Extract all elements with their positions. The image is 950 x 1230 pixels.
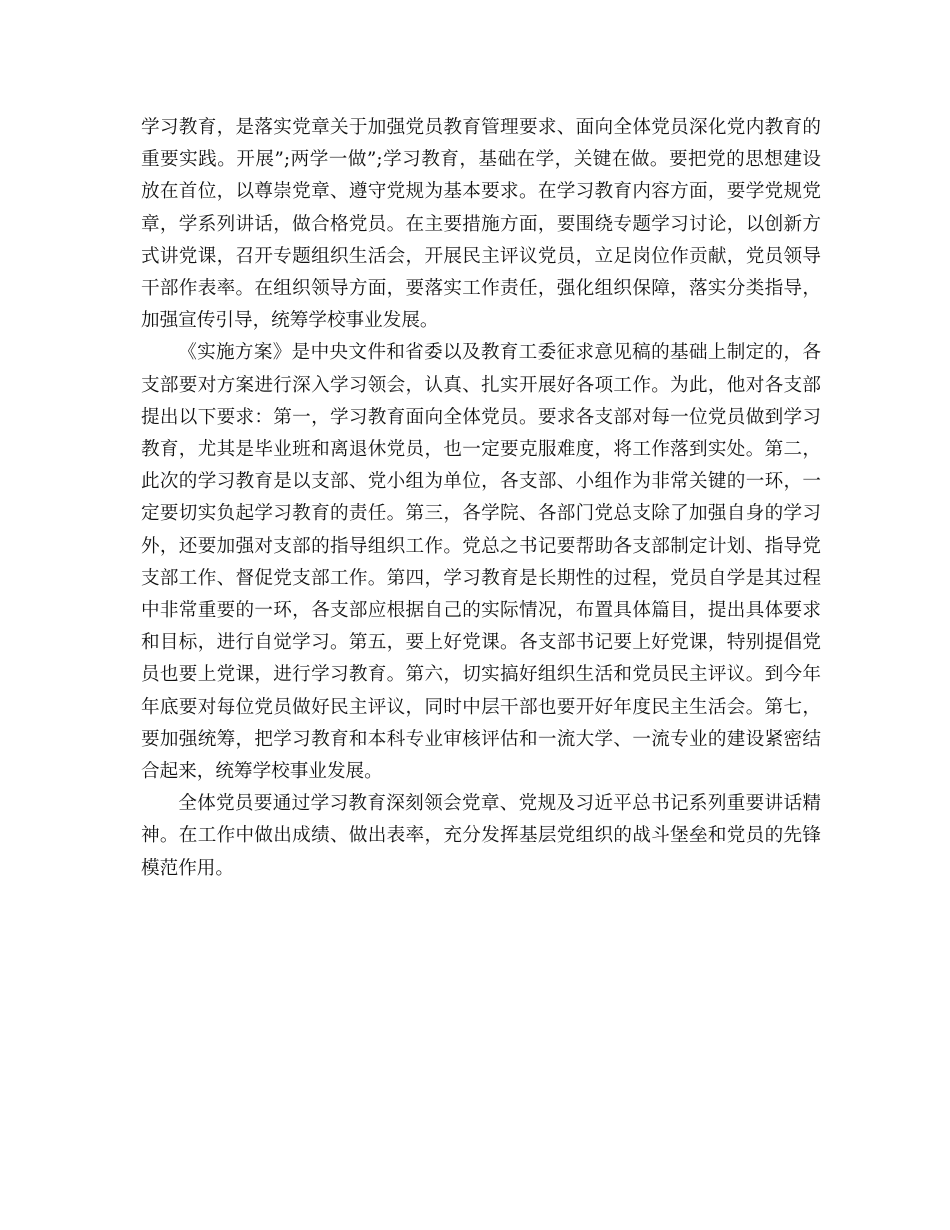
document-body [141, 112, 821, 885]
paragraph-1: 学习教育，是落实党章关于加强党员教育管理要求、面向全体党员深化党内教育的重要实践。开展”;两学一做”;学习教育，基础在学，关键在做。要把党的思想建设放在首位，以尊崇党章、遵守党规为基本要求。在学习教育内容方面，要学党规党章，学系列讲话，做合格党员。在主要措施方面，要围绕专题学习讨论，以创新方式讲党课，召开专题组织生活会，开展民主评议党员，立足岗位作贡献，党员领导干部作表率。在组织领导方面，要落实工作责任，强化组织保障，落实分类指导，加强宣传引导，统筹学校事业发展。 [141, 117, 821, 332]
paragraph-2: 《实施方案》是中央文件和省委以及教育工委征求意见稿的基础上制定的，各支部要对方案进行深入学习领会，认真、扎实开展好各项工作。为此，他对各支部提出以下要求：第一，学习教育面向全体党员。要求各支部对每一位党员做到学习教育，尤其是毕业班和离退休党员，也一定要克服难度，将工作落到实处。第二，此次的学习教育是以支部、党小组为单位，各支部、小组作为非常关键的一环，一定要切实负起学习教育的责任。第三，各学院、各部门党总支除了加强自身的学习外，还要加强对支部的指导组织工作。党总之书记要帮助各支部制定计划、指导党支部工作、督促党支部工作。第四，学习教育是长期性的过程，党员自学是其过程中非常重要的一环，各支部应根据自己的实际情况，布置具体篇目，提出具体要求和目标，进行自觉学习。第五，要上好党课。各支部书记要上好党课，特别提倡党员也要上党课，进行学习教育。第六，切实搞好组织生活和党员民主评议。到今年年底要对每位党员做好民主评议，同时中层干部也要开好年度民主生活会。第七，要加强统筹，把学习教育和本科专业审核评估和一流大学、一流专业的建设紧密结合起来，统筹学校事业发展。 [141, 342, 821, 783]
paragraph-3: 全体党员要通过学习教育深刻领会党章、党规及习近平总书记系列重要讲话精神。在工作中做出成绩、做出表率，充分发挥基层党组织的战斗堡垒和党员的先锋模范作用。 [141, 793, 821, 879]
